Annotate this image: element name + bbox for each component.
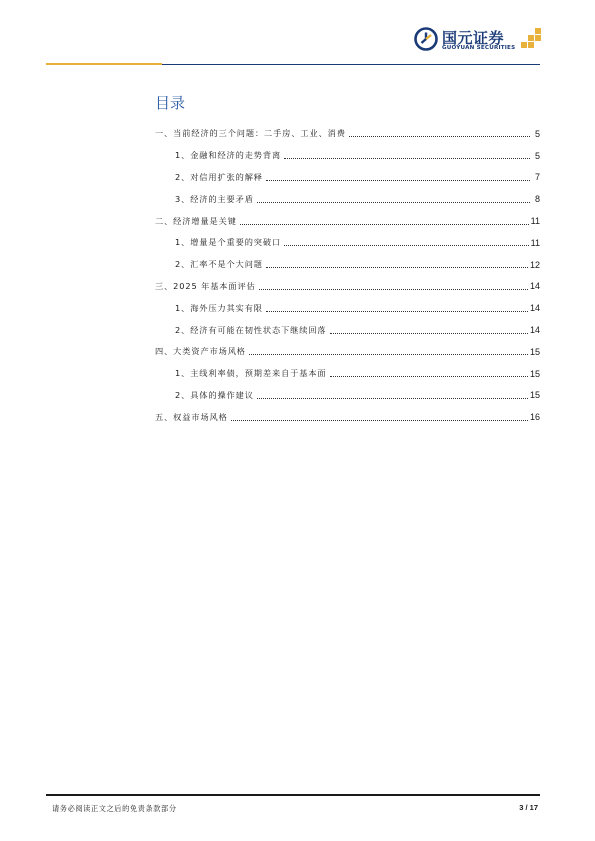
toc-entry[interactable]	[155, 341, 540, 363]
toc-leader-dots	[266, 267, 528, 268]
toc-leader-dots	[249, 354, 528, 355]
toc-entry-title[interactable]: 五、权益市场风格	[155, 411, 228, 422]
toc-entry-page[interactable]: 11	[530, 216, 540, 227]
toc-entry-title[interactable]: 2、汇率不是个大问题	[175, 259, 263, 270]
toc-leader-dots	[349, 136, 530, 137]
toc-leader-dots	[284, 245, 529, 246]
toc-leader-dots	[330, 376, 528, 377]
toc-entry-page[interactable]: 15	[529, 346, 540, 357]
toc-entry[interactable]	[155, 297, 540, 319]
toc-entry-title[interactable]: 1、海外压力其实有限	[175, 302, 263, 313]
toc-leader-dots	[284, 158, 530, 159]
toc-entry[interactable]	[155, 232, 540, 254]
toc-entry[interactable]	[155, 145, 540, 167]
toc-entry-title[interactable]: 2、具体的操作建议	[175, 389, 254, 400]
toc-entry[interactable]	[155, 363, 540, 385]
toc-entry-title[interactable]: 三、2025 年基本面评估	[155, 280, 256, 291]
guoyuan-logo-icon	[414, 27, 438, 51]
toc-entry-page[interactable]: 12	[529, 259, 540, 270]
table-of-contents	[155, 123, 540, 428]
toc-entry-page[interactable]: 15	[529, 368, 540, 379]
toc-leader-dots	[266, 180, 530, 181]
toc-entry-title[interactable]: 二、经济增量是关键	[155, 215, 237, 226]
toc-entry-page[interactable]: 15	[529, 390, 540, 401]
toc-leader-dots	[257, 202, 530, 203]
disclaimer-note: 请务必阅读正文之后的免责条款部分	[52, 804, 177, 813]
toc-leader-dots	[257, 398, 528, 399]
toc-leader-dots	[266, 311, 528, 312]
toc-entry-page[interactable]: 16	[529, 412, 540, 423]
toc-entry[interactable]	[155, 210, 540, 232]
toc-entry-title[interactable]: 1、金融和经济的走势背离	[175, 150, 282, 161]
toc-leader-dots	[330, 333, 528, 334]
toc-entry[interactable]	[155, 254, 540, 276]
toc-entry-title[interactable]: 四、大类资产市场风格	[155, 346, 246, 357]
toc-entry[interactable]	[155, 167, 540, 189]
toc-leader-dots	[259, 289, 528, 290]
toc-leader-dots	[231, 420, 528, 421]
toc-entry-page[interactable]: 8	[534, 194, 540, 205]
decorative-squares-icon	[518, 28, 544, 52]
toc-entry-page[interactable]: 11	[530, 237, 540, 248]
toc-entry-page[interactable]: 14	[529, 281, 540, 292]
brand-name-cn: 国元证券	[442, 29, 505, 47]
toc-title: 目录	[155, 94, 186, 112]
toc-entry[interactable]	[155, 319, 540, 341]
toc-entry[interactable]	[155, 123, 540, 145]
brand-name-en: GUOYUAN SECURITIES	[442, 45, 516, 51]
toc-entry-page[interactable]: 14	[529, 325, 540, 336]
toc-entry[interactable]	[155, 406, 540, 428]
brand-logo	[414, 26, 544, 54]
toc-entry-title[interactable]: 一、当前经济的三个问题：二手房、工业、消费	[155, 128, 346, 139]
toc-entry-title[interactable]: 2、经济有可能在韧性状态下继续回落	[175, 324, 327, 335]
toc-entry[interactable]	[155, 188, 540, 210]
toc-entry-title[interactable]: 1、主线利率债，预期差来自于基本面	[175, 368, 327, 379]
toc-entry-title[interactable]: 1、增量是个重要的突破口	[175, 237, 282, 248]
toc-entry-title[interactable]: 3、经济的主要矛盾	[175, 193, 254, 204]
header-rule-blue	[162, 64, 540, 65]
toc-entry-title[interactable]: 2、对信用扩张的解释	[175, 171, 263, 182]
page-number: 3 / 17	[519, 803, 538, 812]
toc-entry-page[interactable]: 7	[534, 172, 540, 183]
toc-leader-dots	[240, 224, 529, 225]
footer-rule	[46, 794, 540, 796]
toc-entry-page[interactable]: 14	[529, 303, 540, 314]
toc-entry[interactable]	[155, 385, 540, 407]
toc-entry[interactable]	[155, 276, 540, 298]
header-rule-gold	[46, 63, 162, 65]
toc-entry-page[interactable]: 5	[534, 128, 540, 139]
toc-entry-page[interactable]: 5	[534, 150, 540, 161]
